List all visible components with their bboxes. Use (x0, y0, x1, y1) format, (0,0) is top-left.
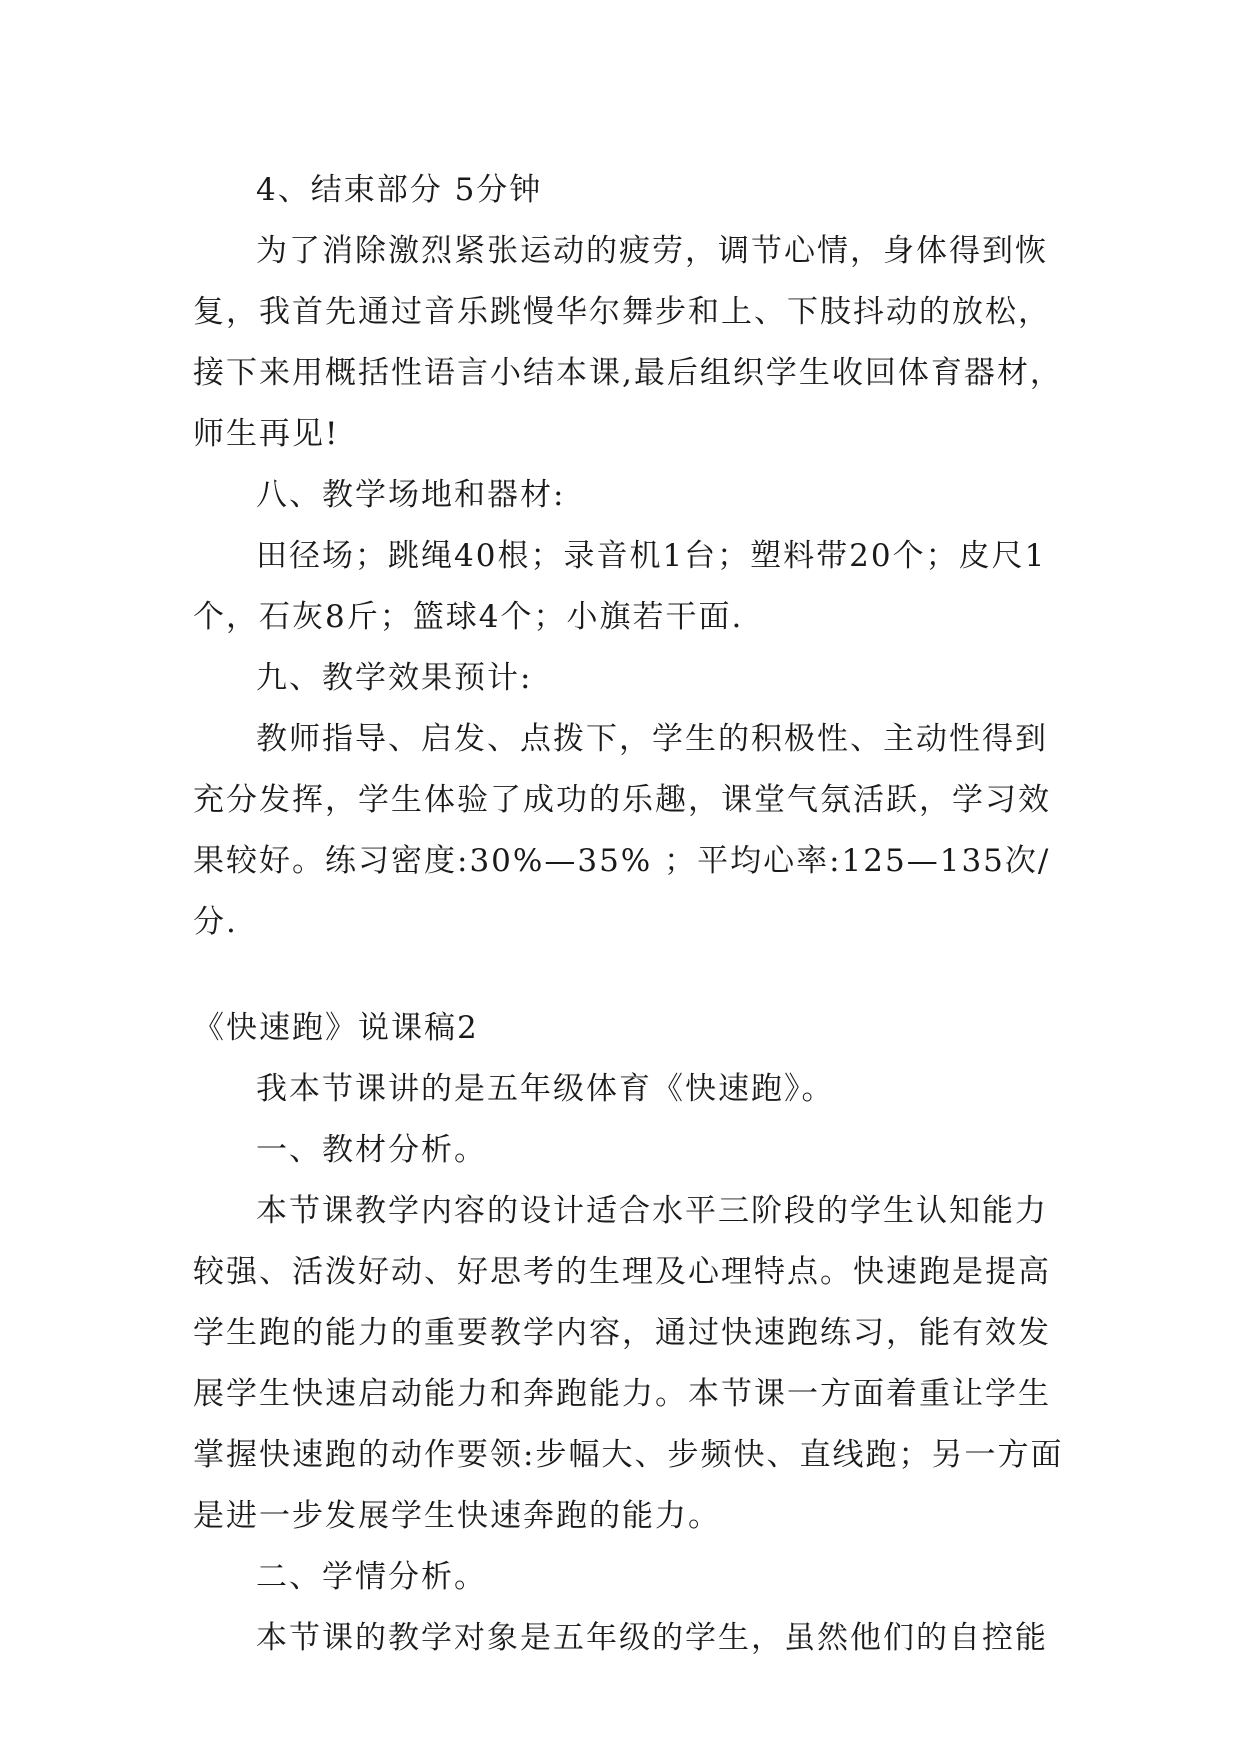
section-title: 《快速跑》说课稿2 (193, 1010, 479, 1046)
paragraph-student-analysis: 本节课的教学对象是五年级的学生，虽然他们的自控能 (256, 1620, 1048, 1656)
heading-student-analysis: 二、学情分析。 (256, 1559, 487, 1595)
paragraph-expected-effect: 教师指导、启发、点拨下，学生的积极性、主动性得到充分发挥，学生体验了成功的乐趣，课堂气氛活跃，学习效果较好。练习密度:30%—35% ；平均心率:125—135次/分. (193, 721, 1051, 940)
paragraph-equipment-list: 田径场；跳绳40根；录音机1台；塑料带20个；皮尺1个，石灰8斤；篮球4个；小旗若干面. (193, 538, 1047, 635)
heading-material-analysis: 一、教材分析。 (256, 1132, 487, 1168)
heading-expected-effect: 九、教学效果预计: (256, 660, 533, 696)
heading-closing-part: 4、结束部分 5分钟 (256, 172, 543, 208)
paragraph-closing-description: 为了消除激烈紧张运动的疲劳，调节心情，身体得到恢复，我首先通过音乐跳慢华尔舞步和上、下肢抖动的放松，接下来用概括性语言小结本课,最后组织学生收回体育器材，师生再见! (193, 233, 1063, 452)
paragraph-intro: 我本节课讲的是五年级体育《快速跑》。 (256, 1071, 835, 1107)
section-spacer (193, 953, 1073, 998)
paragraph-material-analysis: 本节课教学内容的设计适合水平三阶段的学生认知能力较强、活泼好动、好思考的生理及心理特点。快速跑是提高学生跑的能力的重要教学内容，通过快速跑练习，能有效发展学生快速启动能力和奔跑能力。本节课一方面着重让学生掌握快速跑的动作要领:步幅大、步频快、直线跑；另一方面是进一步发展学生快速奔跑的能力。 (193, 1193, 1064, 1534)
document-body (193, 160, 1073, 1669)
heading-venue-equipment: 八、教学场地和器材: (256, 477, 566, 513)
